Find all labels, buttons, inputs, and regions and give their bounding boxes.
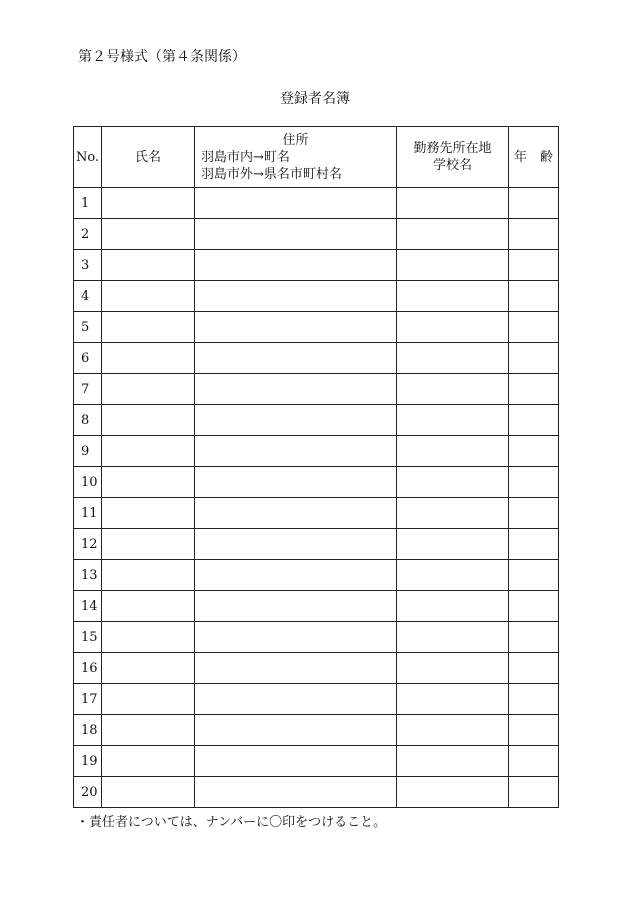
table-row: [74, 312, 559, 343]
workplace-cell[interactable]: [397, 405, 509, 436]
header-workplace-location: 勤務先所在地: [413, 141, 492, 156]
address-cell[interactable]: [195, 374, 397, 405]
table-row: [74, 591, 559, 622]
name-cell[interactable]: [102, 343, 195, 374]
age-cell[interactable]: [509, 188, 559, 219]
row-number: 14: [74, 591, 102, 622]
table-row: [74, 622, 559, 653]
address-cell[interactable]: [195, 188, 397, 219]
workplace-cell[interactable]: [397, 622, 509, 653]
age-cell[interactable]: [509, 715, 559, 746]
row-number: 6: [74, 343, 102, 374]
table-row: [74, 405, 559, 436]
workplace-cell[interactable]: [397, 591, 509, 622]
age-cell[interactable]: [509, 560, 559, 591]
row-number: 20: [74, 777, 102, 808]
table-row: [74, 250, 559, 281]
address-cell[interactable]: [195, 777, 397, 808]
table-row: [74, 436, 559, 467]
header-address-outside: 羽島市外→県名市町村名: [201, 166, 342, 182]
workplace-cell[interactable]: [397, 374, 509, 405]
workplace-cell[interactable]: [397, 746, 509, 777]
row-number: 9: [74, 436, 102, 467]
workplace-cell[interactable]: [397, 250, 509, 281]
address-cell[interactable]: [195, 312, 397, 343]
workplace-cell[interactable]: [397, 436, 509, 467]
workplace-cell[interactable]: [397, 777, 509, 808]
address-cell[interactable]: [195, 250, 397, 281]
table-row: [74, 374, 559, 405]
table-row: [74, 529, 559, 560]
table-row: [74, 777, 559, 808]
header-number: No.: [74, 127, 102, 188]
header-address-inside: 羽島市内→町名: [201, 149, 290, 165]
age-cell[interactable]: [509, 622, 559, 653]
table-row: [74, 715, 559, 746]
name-cell[interactable]: [102, 405, 195, 436]
table-row: [74, 188, 559, 219]
address-cell[interactable]: [195, 715, 397, 746]
age-cell[interactable]: [509, 653, 559, 684]
address-cell[interactable]: [195, 684, 397, 715]
age-cell[interactable]: [509, 405, 559, 436]
row-number: 5: [74, 312, 102, 343]
workplace-cell[interactable]: [397, 684, 509, 715]
table-row: [74, 498, 559, 529]
footnote: ・責任者については、ナンバーに〇印をつけること。: [76, 815, 387, 830]
name-cell[interactable]: [102, 653, 195, 684]
header-school-name: 学校名: [432, 158, 472, 173]
table-row: [74, 746, 559, 777]
row-number: 8: [74, 405, 102, 436]
address-cell[interactable]: [195, 467, 397, 498]
age-cell[interactable]: [509, 529, 559, 560]
address-cell[interactable]: [195, 498, 397, 529]
name-cell[interactable]: [102, 715, 195, 746]
workplace-cell[interactable]: [397, 560, 509, 591]
document-title: 登録者名簿: [280, 91, 350, 107]
address-cell[interactable]: [195, 436, 397, 467]
age-cell[interactable]: [509, 281, 559, 312]
registrant-table: [73, 126, 559, 808]
name-cell[interactable]: [102, 467, 195, 498]
row-number: 19: [74, 746, 102, 777]
name-cell[interactable]: [102, 622, 195, 653]
row-number: 16: [74, 653, 102, 684]
table-row: [74, 684, 559, 715]
header-age: 年 齢: [509, 127, 559, 188]
row-number: 12: [74, 529, 102, 560]
workplace-cell[interactable]: [397, 188, 509, 219]
row-number: 3: [74, 250, 102, 281]
workplace-cell[interactable]: [397, 312, 509, 343]
table-row: [74, 560, 559, 591]
age-cell[interactable]: [509, 312, 559, 343]
workplace-cell[interactable]: [397, 343, 509, 374]
name-cell[interactable]: [102, 250, 195, 281]
header-address-title: 住所: [282, 132, 309, 148]
age-cell[interactable]: [509, 374, 559, 405]
address-cell[interactable]: [195, 653, 397, 684]
header-workplace: [397, 127, 509, 188]
address-cell[interactable]: [195, 529, 397, 560]
age-cell[interactable]: [509, 498, 559, 529]
row-number: 2: [74, 219, 102, 250]
age-cell[interactable]: [509, 467, 559, 498]
row-number: 4: [74, 281, 102, 312]
workplace-cell[interactable]: [397, 498, 509, 529]
name-cell[interactable]: [102, 560, 195, 591]
name-cell[interactable]: [102, 746, 195, 777]
header-address: [195, 127, 397, 188]
age-cell[interactable]: [509, 591, 559, 622]
name-cell[interactable]: [102, 529, 195, 560]
address-cell[interactable]: [195, 622, 397, 653]
address-cell[interactable]: [195, 343, 397, 374]
header-name: 氏名: [102, 127, 195, 188]
name-cell[interactable]: [102, 436, 195, 467]
name-cell[interactable]: [102, 498, 195, 529]
workplace-cell[interactable]: [397, 467, 509, 498]
age-cell[interactable]: [509, 219, 559, 250]
table-row: [74, 653, 559, 684]
row-number: 1: [74, 188, 102, 219]
row-number: 13: [74, 560, 102, 591]
table-row: [74, 219, 559, 250]
row-number: 7: [74, 374, 102, 405]
age-cell[interactable]: [509, 684, 559, 715]
row-number: 11: [74, 498, 102, 529]
name-cell[interactable]: [102, 312, 195, 343]
workplace-cell[interactable]: [397, 281, 509, 312]
age-cell[interactable]: [509, 777, 559, 808]
table-header-row: [74, 127, 559, 188]
table-row: [74, 343, 559, 374]
workplace-cell[interactable]: [397, 715, 509, 746]
age-cell[interactable]: [509, 436, 559, 467]
name-cell[interactable]: [102, 374, 195, 405]
name-cell[interactable]: [102, 188, 195, 219]
address-cell[interactable]: [195, 746, 397, 777]
table-row: [74, 467, 559, 498]
row-number: 10: [74, 467, 102, 498]
address-cell[interactable]: [195, 591, 397, 622]
address-cell[interactable]: [195, 405, 397, 436]
age-cell[interactable]: [509, 343, 559, 374]
row-number: 18: [74, 715, 102, 746]
address-cell[interactable]: [195, 219, 397, 250]
workplace-cell[interactable]: [397, 219, 509, 250]
address-cell[interactable]: [195, 281, 397, 312]
workplace-cell[interactable]: [397, 529, 509, 560]
name-cell[interactable]: [102, 219, 195, 250]
age-cell[interactable]: [509, 250, 559, 281]
name-cell[interactable]: [102, 684, 195, 715]
form-number-label: 第２号様式（第４条関係）: [78, 49, 246, 65]
age-cell[interactable]: [509, 746, 559, 777]
name-cell[interactable]: [102, 281, 195, 312]
workplace-cell[interactable]: [397, 653, 509, 684]
row-number: 15: [74, 622, 102, 653]
name-cell[interactable]: [102, 777, 195, 808]
table-row: [74, 281, 559, 312]
row-number: 17: [74, 684, 102, 715]
name-cell[interactable]: [102, 591, 195, 622]
address-cell[interactable]: [195, 560, 397, 591]
